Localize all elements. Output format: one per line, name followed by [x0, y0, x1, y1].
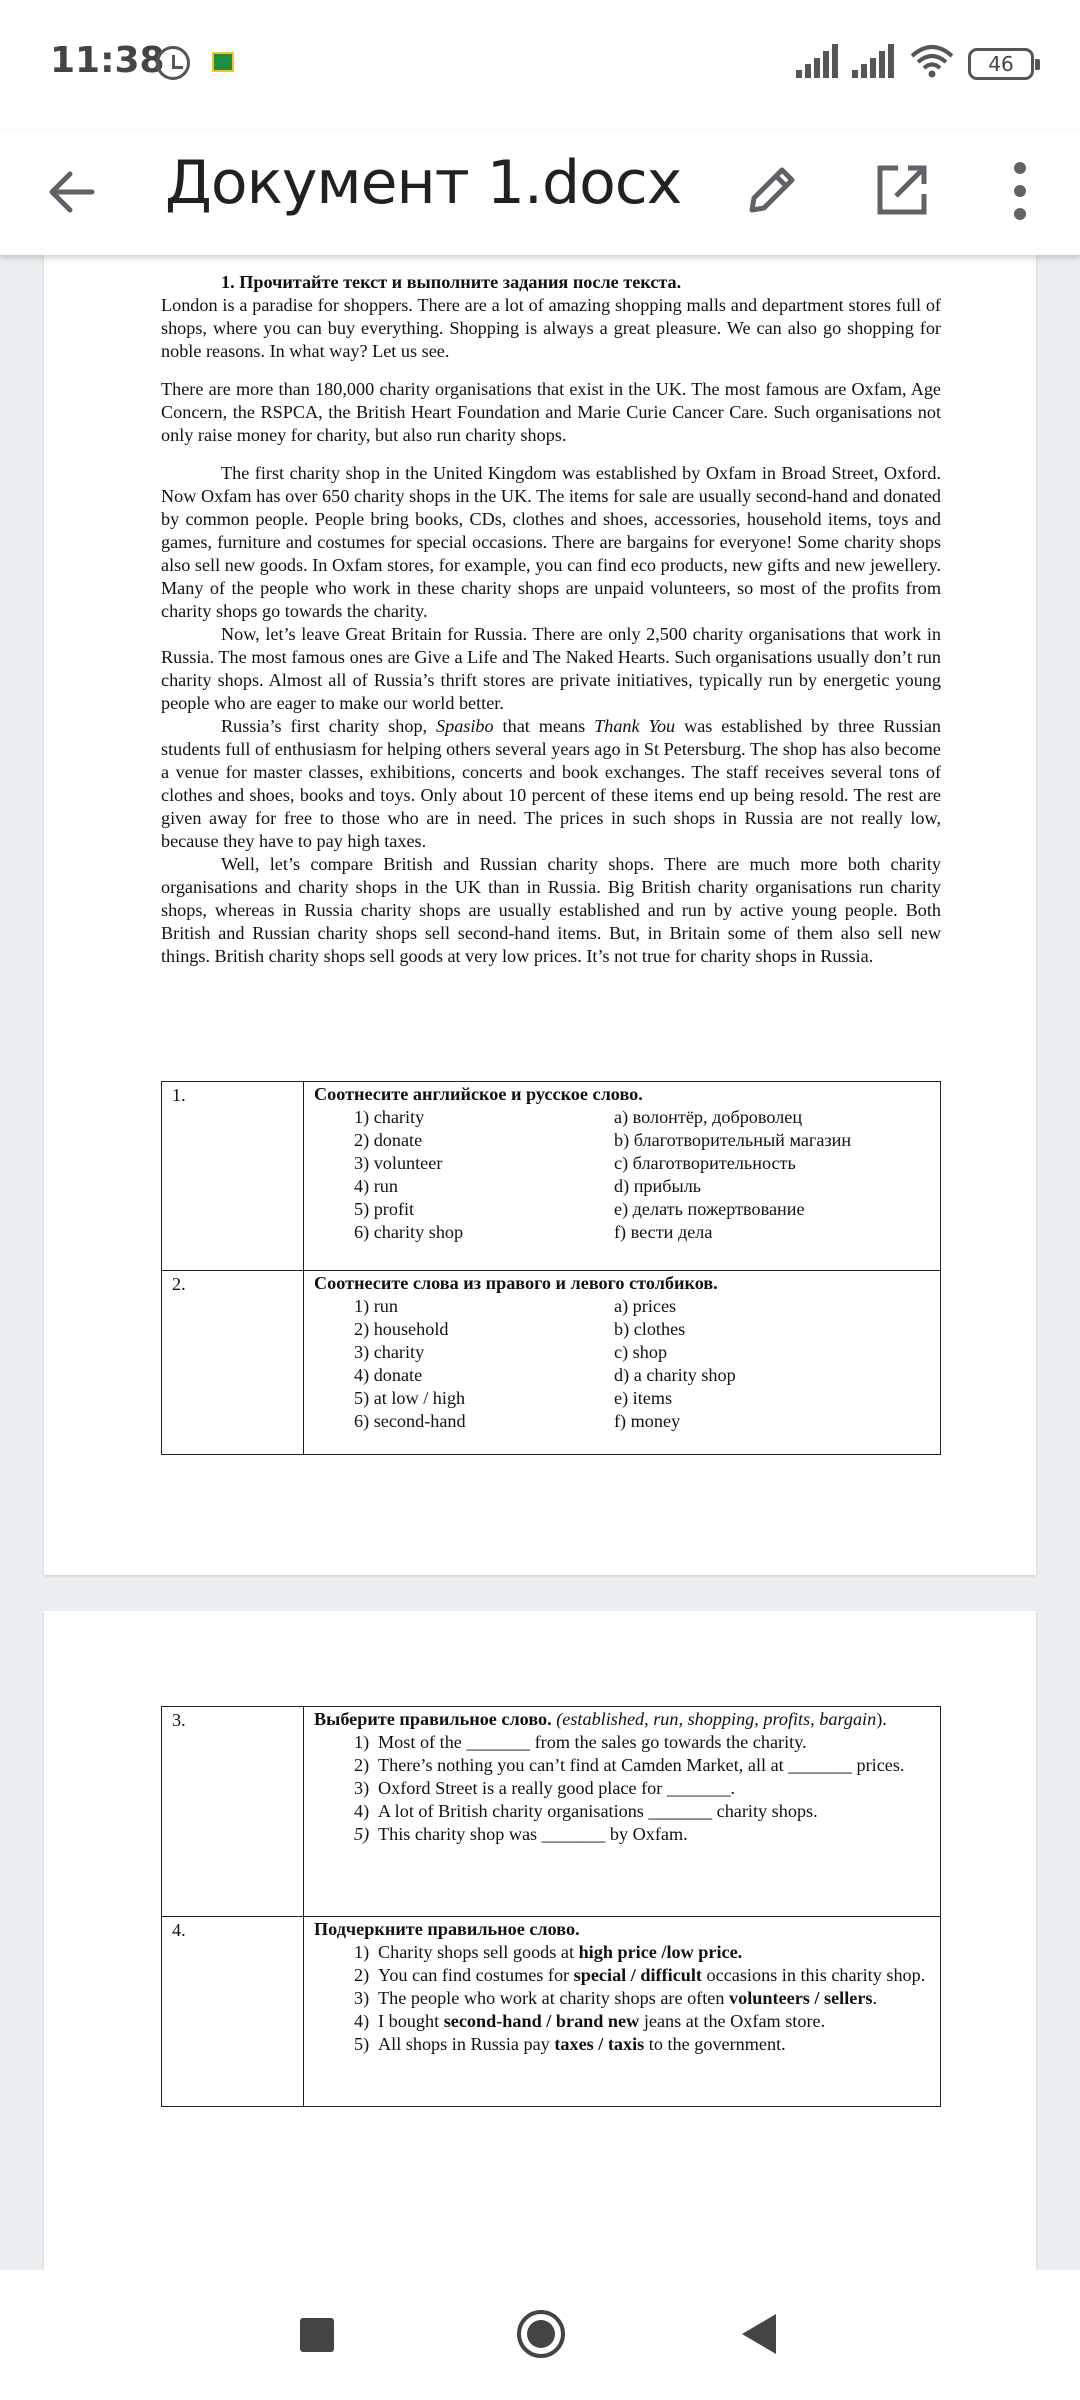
reading-text: [161, 271, 941, 968]
signal-icon-sim2: [852, 44, 896, 78]
task-row-1: [162, 1082, 941, 1271]
matching-list: 1) run a) prices 2) household b) clothes 3) charity c) shop 4) donate d) a charity shop 5) at low / high e) items 6) second-hand f) money: [354, 1296, 736, 1431]
task-row-3: [162, 1707, 941, 1917]
task-title: Подчеркните правильное слово.: [314, 1919, 580, 1939]
task-number: 1.: [162, 1082, 304, 1271]
document-title: Документ 1.docx: [165, 148, 682, 218]
task-title: Соотнесите слова из правого и левого столбиков.: [314, 1273, 718, 1293]
document-page-2: [44, 1611, 1036, 2270]
back-triangle-icon[interactable]: [742, 2314, 776, 2354]
tasks-table-2: [161, 1706, 941, 2107]
task-number: 4.: [162, 1917, 304, 2107]
more-vert-icon[interactable]: [1000, 156, 1040, 226]
recents-square-icon[interactable]: [300, 2318, 334, 2352]
fill-in-list: 1) Most of the _______ from the sales go towards the charity. 2) There’s nothing you can’t find at Camden Market, all at _______ prices. 3) Oxford Street is a really good place for _______. 4) A lot of British charity organisations _______ charity shops. 5) This charity shop was _______ by Oxfam.: [354, 1732, 905, 1844]
alarm-icon: [156, 46, 190, 80]
task-number: 2.: [162, 1271, 304, 1455]
task-1-heading: 1. Прочитайте текст и выполните задания после текста.: [221, 272, 682, 292]
wifi-icon: [910, 44, 954, 78]
signal-icon: [796, 44, 840, 78]
paragraph-1: London is a paradise for shoppers. There are a lot of amazing shopping malls and department stores full of shops, where you can buy everything. Shopping is always a great pleasure. We can also go shopping for noble reasons. In what way? Let us see.: [161, 295, 941, 361]
paragraph-6: Well, let’s compare British and Russian charity shops. There are much more both charity organisations and charity shops in the UK than in Russia. Big British charity organisations run charity shops, whereas in Russia charity shops are usually established and run by active young people. Both British and Russian charity shops sell second-hand items. But, in Britain some of them also sell new things. British charity shops sell goods at very low prices. It’s not true for charity shops in Russia.: [161, 854, 941, 966]
home-circle-icon[interactable]: [517, 2310, 565, 2358]
status-bar: [0, 0, 1080, 130]
pencil-icon[interactable]: [740, 158, 804, 222]
paragraph-2: There are more than 180,000 charity organisations that exist in the UK. The most famous are Oxfam, Age Concern, the RSPCA, the British Heart Foundation and Marie Curie Cancer Care. Such organisations not only raise money for charity, but also run charity shops.: [161, 379, 941, 445]
document-viewer[interactable]: [0, 255, 1080, 2270]
underline-list: 1) Charity shops sell goods at high price /low price. 2) You can find costumes for special / difficult occasions in this charity shop. 3) The people who work at charity shops are often volunteers / sellers. 4) I bought second-hand / brand new jeans at the Oxfam store. 5) All shops in Russia pay taxes / taxis to the government.: [354, 1942, 926, 2054]
matching-list: 1) charity a) волонтёр, доброволец 2) donate b) благотворительный магазин 3) volunteer c) благотворительность 4) run d) прибыль 5) profit e) делать пожертвование 6) charity shop f) вести дела: [354, 1107, 852, 1242]
system-nav-bar: [0, 2270, 1080, 2400]
task-row-2: [162, 1271, 941, 1455]
open-in-new-icon[interactable]: [870, 158, 934, 222]
paragraph-4: Now, let’s leave Great Britain for Russia. There are only 2,500 charity organisations that work in Russia. The most famous ones are Give a Life and The Naked Hearts. Such organisations usually don’t run charity shops. Almost all of Russia’s thrift stores are private initiatives, typically run by energetic young people who are eager to make our world better.: [161, 624, 941, 713]
tasks-table-1: [161, 1081, 941, 1455]
back-arrow-icon[interactable]: [40, 160, 104, 224]
paragraph-5: Russia’s first charity shop, Spasibo that means Thank You was established by three Russian students full of enthusiasm for helping others several years ago in St Petersburg. The shop has also become a venue for master classes, exhibitions, concerts and book exchanges. The staff receives several tons of clothes and shoes, books and toys. Only about 10 percent of these items end up being resold. The rest are given away for free to those who are in need. The prices in such shops in Russia are not really low, because they have to pay high taxes.: [161, 716, 941, 851]
task-title: Выберите правильное слово. (established, run, shopping, profits, bargain).: [314, 1709, 887, 1729]
task-title: Соотнесите английское и русское слово.: [314, 1084, 643, 1104]
status-time: 11:38: [50, 40, 165, 81]
task-row-4: [162, 1917, 941, 2107]
battery-icon: 46: [968, 48, 1034, 80]
app-bar: [0, 130, 1080, 255]
document-page-1: [44, 255, 1036, 1575]
classroom-notification-icon: [212, 52, 234, 72]
task-number: 3.: [162, 1707, 304, 1917]
paragraph-3: The first charity shop in the United Kingdom was established by Oxfam in Broad Street, Oxford. Now Oxfam has over 650 charity shops in the UK. The items for sale are usually second-hand and donated by common people. People bring books, CDs, clothes and shoes, accessories, household items, toys and games, furniture and costumes for special occasions. There are bargains for everyone! Some charity shops also sell new goods. In Oxfam stores, for example, you can find eco products, new gifts and new jewellery. Many of the people who work in these charity shops are unpaid volunteers, so most of the profits from charity shops go towards the charity.: [161, 463, 941, 621]
